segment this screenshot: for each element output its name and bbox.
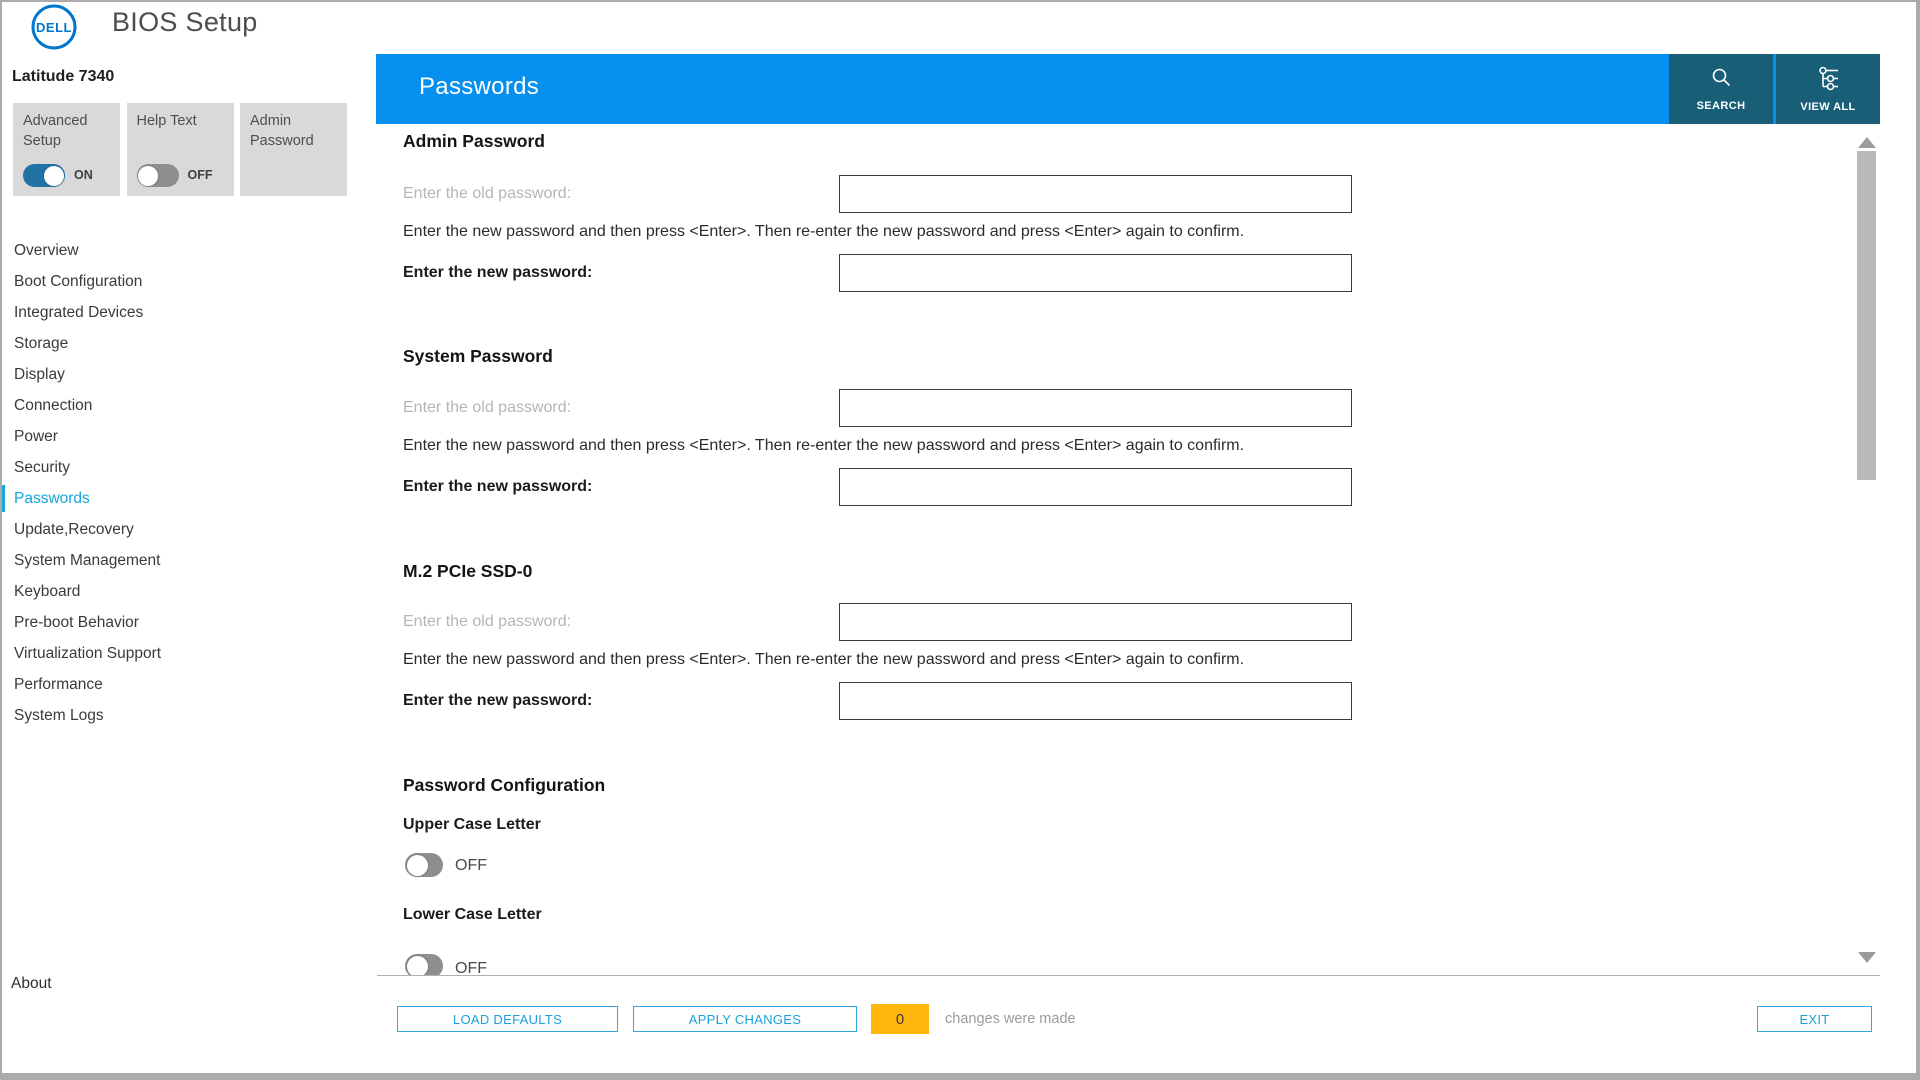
passwords-content — [377, 124, 1855, 975]
quick-settings-row — [13, 103, 347, 196]
advanced-setup-box — [13, 103, 120, 196]
upper-case-letter-state: OFF — [455, 857, 487, 874]
advanced-setup-state: ON — [74, 168, 93, 183]
sidebar-item-passwords[interactable]: Passwords — [0, 483, 360, 514]
ssd-new-password-input[interactable] — [839, 682, 1352, 720]
help-text-state: OFF — [187, 168, 213, 183]
ssd-password-instruction: Enter the new password and then press <Enter>. Then re-enter the new password and press <Enter> again to confirm. — [403, 651, 1245, 668]
sidebar-item-system-management[interactable]: System Management — [14, 552, 161, 569]
system-password-instruction: Enter the new password and then press <Enter>. Then re-enter the new password and press <Enter> again to confirm. — [403, 437, 1245, 454]
sidebar-item-update-recovery[interactable]: Update,Recovery — [14, 521, 134, 538]
system-new-password-label: Enter the new password: — [403, 478, 593, 495]
admin-password-section-title: Admin Password — [403, 131, 545, 151]
sidebar-item-boot-configuration[interactable]: Boot Configuration — [14, 273, 143, 290]
page-header — [376, 54, 1880, 124]
password-configuration-title: Password Configuration — [403, 775, 606, 795]
admin-password-box[interactable] — [240, 103, 347, 196]
sidebar-item-power[interactable]: Power — [14, 428, 58, 445]
sidebar-item-system-logs[interactable]: System Logs — [14, 707, 104, 724]
sidebar-item-keyboard[interactable]: Keyboard — [14, 583, 81, 600]
sidebar-item-integrated-devices[interactable]: Integrated Devices — [14, 304, 144, 321]
search-button[interactable] — [1669, 54, 1773, 124]
advanced-setup-toggle[interactable] — [23, 164, 65, 187]
load-defaults-button[interactable]: LOAD DEFAULTS — [397, 1006, 618, 1032]
ssd-old-password-input[interactable] — [839, 603, 1352, 641]
sidebar-item-performance[interactable]: Performance — [14, 676, 103, 693]
footer-divider — [377, 975, 1880, 976]
page-title: Passwords — [419, 73, 540, 100]
admin-new-password-label: Enter the new password: — [403, 264, 593, 281]
help-text-label: Help Text — [136, 113, 197, 129]
scrollbar-down-arrow-icon[interactable] — [1858, 952, 1876, 963]
system-new-password-input[interactable] — [839, 468, 1352, 506]
system-old-password-input[interactable] — [839, 389, 1352, 427]
help-text-toggle[interactable] — [137, 164, 179, 187]
ssd-old-password-label: Enter the old password: — [403, 613, 572, 630]
admin-new-password-input[interactable] — [839, 254, 1352, 292]
scrollbar-thumb[interactable] — [1857, 151, 1876, 480]
sidebar-item-overview[interactable]: Overview — [14, 242, 79, 259]
exit-button[interactable]: EXIT — [1757, 1006, 1872, 1032]
admin-password-box-label: Admin Password — [250, 113, 314, 149]
lower-case-letter-state: OFF — [455, 960, 487, 975]
advanced-setup-label: Advanced Setup — [23, 113, 88, 149]
dell-logo-icon — [30, 3, 78, 51]
system-old-password-label: Enter the old password: — [403, 399, 572, 416]
view-all-button-label: VIEW ALL — [1800, 101, 1856, 113]
ssd-new-password-label: Enter the new password: — [403, 692, 593, 709]
model-name: Latitude 7340 — [12, 68, 115, 85]
scrollbar-up-arrow-icon[interactable] — [1858, 137, 1876, 148]
view-all-icon — [1815, 65, 1841, 96]
sidebar-item-connection[interactable]: Connection — [14, 397, 93, 414]
upper-case-letter-toggle[interactable] — [405, 853, 443, 877]
view-all-button[interactable] — [1776, 54, 1880, 124]
sidebar-item-virtualization-support[interactable]: Virtualization Support — [14, 645, 162, 662]
search-icon — [1709, 66, 1733, 95]
admin-old-password-input[interactable] — [839, 175, 1352, 213]
svg-text:DELL: DELL — [36, 20, 72, 35]
changes-count-badge: 0 — [871, 1004, 929, 1034]
sidebar-nav — [0, 235, 360, 731]
upper-case-letter-label: Upper Case Letter — [403, 816, 541, 833]
search-button-label: SEARCH — [1696, 100, 1746, 112]
changes-made-text: changes were made — [945, 1011, 1076, 1027]
lower-case-letter-toggle[interactable] — [405, 954, 443, 975]
sidebar-item-pre-boot-behavior[interactable]: Pre-boot Behavior — [14, 614, 139, 631]
apply-changes-button[interactable]: APPLY CHANGES — [633, 1006, 857, 1032]
about-link[interactable]: About — [11, 975, 52, 992]
app-title: BIOS Setup — [112, 7, 258, 37]
ssd-password-section-title: M.2 PCIe SSD-0 — [403, 561, 533, 581]
sidebar-item-security[interactable]: Security — [14, 459, 70, 476]
admin-old-password-label: Enter the old password: — [403, 185, 572, 202]
help-text-box — [127, 103, 234, 196]
admin-password-instruction: Enter the new password and then press <Enter>. Then re-enter the new password and press <Enter> again to confirm. — [403, 223, 1245, 240]
lower-case-letter-label: Lower Case Letter — [403, 906, 542, 923]
sidebar-item-storage[interactable]: Storage — [14, 335, 69, 352]
sidebar-item-display[interactable]: Display — [14, 366, 65, 383]
system-password-section-title: System Password — [403, 346, 553, 366]
